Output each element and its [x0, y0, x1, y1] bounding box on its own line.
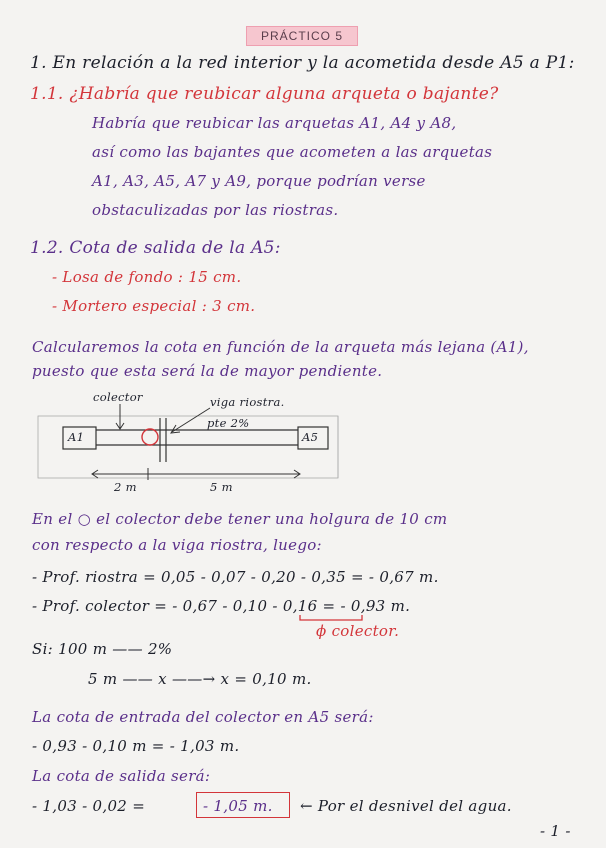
entrada-calc: - 0,93 - 0,10 m = - 1,03 m. — [32, 737, 240, 755]
answer-1-1-line-2: así como las bajantes que acometen a las arquetas — [92, 143, 493, 161]
salida-note: ← Por el desnivel del agua. — [300, 797, 512, 815]
answer-1-1-line-1: Habría que reubicar las arquetas A1, A4 y A8, — [92, 114, 457, 132]
salida-result: - 1,05 m. — [203, 797, 273, 815]
collector-label: colector — [93, 390, 143, 404]
question-1-1: 1.1. ¿Habría que reubicar alguna arqueta o bajante? — [30, 84, 499, 104]
si-line-1: Si: 100 m —— 2% — [32, 640, 173, 658]
para2-line-2: con respecto a la viga riostra, luego: — [32, 536, 322, 554]
para2-line-1: En el ○ el colector debe tener una holgura de 10 cm — [32, 510, 448, 528]
calc-intro-line-1: Calcularemos la cota en función de la arqueta más lejana (A1), — [32, 338, 529, 356]
question-1-2: 1.2. Cota de salida de la A5: — [30, 238, 281, 258]
answer-1-1-line-4: obstaculizadas por las riostras. — [92, 201, 339, 219]
left-box-label: A1 — [68, 430, 85, 444]
phi-colector-label: ϕ colector. — [316, 622, 400, 640]
calc-intro-line-2: puesto que esta será la de mayor pendiente. — [32, 362, 383, 380]
si-line-2: 5 m —— x ——→ x = 0,10 m. — [88, 670, 312, 688]
page-number: - 1 - — [540, 822, 571, 840]
dimension-2m: 2 m — [114, 480, 137, 494]
salida-title: La cota de salida será: — [32, 767, 211, 785]
slope-label: pte 2% — [207, 416, 250, 430]
right-box-label: A5 — [302, 430, 319, 444]
answer-1-1-line-3: A1, A3, A5, A7 y A9, porque podrían verse — [92, 172, 426, 190]
prof-colector: - Prof. colector = - 0,67 - 0,10 - 0,16 = - 0,93 m. — [32, 597, 411, 615]
salida-calc: - 1,03 - 0,02 = — [32, 797, 146, 815]
prof-riostra: - Prof. riostra = 0,05 - 0,07 - 0,20 - 0,35 = - 0,67 m. — [32, 568, 439, 586]
beam-label: viga riostra. — [210, 395, 285, 409]
item-mortero: - Mortero especial : 3 cm. — [52, 297, 256, 315]
question-1: 1. En relación a la red interior y la acometida desde A5 a P1: — [30, 53, 575, 73]
entrada-title: La cota de entrada del colector en A5 será: — [32, 708, 374, 726]
page-title: PRÁCTICO 5 — [246, 26, 358, 46]
item-losa: - Losa de fondo : 15 cm. — [52, 268, 242, 286]
dimension-5m: 5 m — [210, 480, 233, 494]
